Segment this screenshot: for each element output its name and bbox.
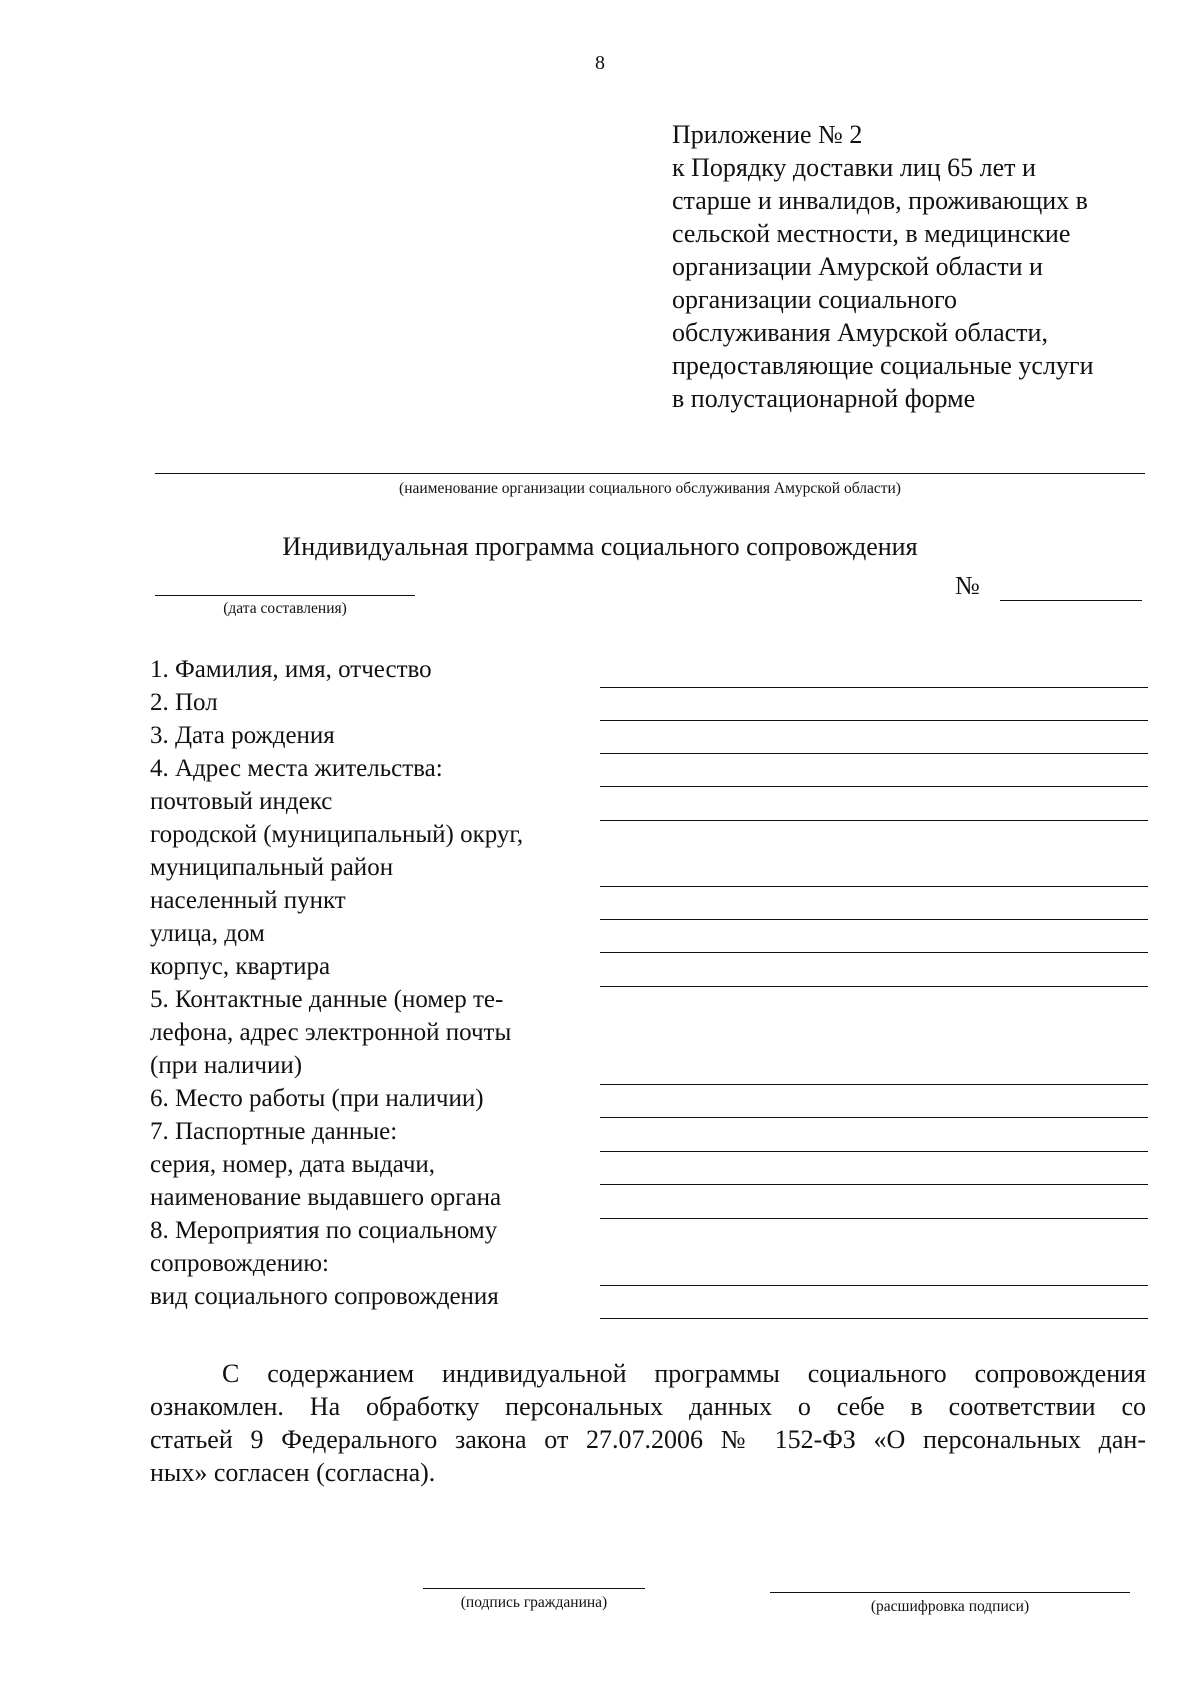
fill-in-line[interactable]	[600, 820, 1148, 821]
appendix-line: Приложение № 2	[672, 120, 863, 149]
fill-in-line[interactable]	[600, 919, 1148, 920]
fill-in-line[interactable]	[600, 1285, 1148, 1286]
field-label: 5. Контактные данные (номер те-	[150, 986, 504, 1013]
org-name-caption: (наименование организации социального обслуживания Амурской области)	[399, 480, 901, 497]
appendix-header	[672, 118, 1172, 415]
appendix-line: сельской местности, в медицинские	[672, 219, 1071, 248]
field-label: населенный пункт	[150, 887, 346, 914]
field-label: 8. Мероприятия по социальному	[150, 1217, 498, 1244]
consent-line: статьей 9 Федерального закона от 27.07.2006 № 152-ФЗ «О персональных дан-	[150, 1425, 1146, 1454]
consent-paragraph	[150, 1357, 1146, 1489]
consent-line: ных» согласен (согласна).	[150, 1458, 436, 1487]
field-label: 6. Место работы (при наличии)	[150, 1085, 484, 1112]
document-title: Индивидуальная программа социального сопровождения	[282, 532, 918, 561]
field-label: корпус, квартира	[150, 953, 331, 980]
appendix-line: предоставляющие социальные услуги	[672, 351, 1094, 380]
field-label: 1. Фамилия, имя, отчество	[150, 656, 432, 683]
signature-caption: (подпись гражданина)	[460, 1594, 608, 1611]
fill-in-line[interactable]	[600, 1218, 1148, 1219]
appendix-line: организации социального	[672, 285, 957, 314]
fill-in-line[interactable]	[600, 1151, 1148, 1152]
fill-in-line[interactable]	[600, 1084, 1148, 1085]
appendix-line: организации Амурской области и	[672, 252, 1043, 281]
field-label: городской (муниципальный) округ,	[150, 821, 524, 848]
field-label: улица, дом	[150, 920, 265, 947]
fill-in-line[interactable]	[600, 986, 1148, 987]
appendix-line: обслуживания Амурской области,	[672, 318, 1048, 347]
fill-in-line[interactable]	[600, 886, 1148, 887]
page-number: 8	[595, 52, 605, 74]
date-line	[155, 595, 415, 596]
field-label: серия, номер, дата выдачи,	[150, 1151, 436, 1178]
field-label: 7. Паспортные данные:	[150, 1118, 398, 1145]
field-label: муниципальный район	[150, 854, 394, 881]
program-number-label: №	[955, 571, 980, 600]
field-label: (при наличии)	[150, 1052, 303, 1079]
org-name-line	[155, 473, 1145, 474]
field-label: сопровождению:	[150, 1250, 329, 1277]
appendix-line: в полустационарной форме	[672, 384, 976, 413]
signature-decode-caption: (расшифровка подписи)	[870, 1598, 1030, 1615]
consent-line: ознакомлен. На обработку персональных данных о себе в соответствии со	[150, 1392, 1146, 1421]
appendix-line: к Порядку доставки лиц 65 лет и	[672, 153, 1036, 182]
field-label: 4. Адрес места жительства:	[150, 755, 443, 782]
fill-in-line[interactable]	[600, 1318, 1148, 1319]
program-number-line	[1000, 600, 1142, 601]
appendix-line: старше и инвалидов, проживающих в	[672, 186, 1088, 215]
field-label: лефона, адрес электронной почты	[150, 1019, 512, 1046]
fill-in-line[interactable]	[600, 786, 1148, 787]
field-label: почтовый индекс	[150, 788, 333, 815]
fill-in-line[interactable]	[600, 952, 1148, 953]
field-label: 3. Дата рождения	[150, 722, 335, 749]
fill-in-line[interactable]	[600, 1184, 1148, 1185]
field-label: вид социального сопровождения	[150, 1283, 499, 1310]
fill-in-line[interactable]	[600, 1117, 1148, 1118]
consent-line: С содержанием индивидуальной программы социального сопровождения	[222, 1359, 1146, 1388]
signature-decode-line[interactable]	[770, 1592, 1130, 1593]
fill-in-line[interactable]	[600, 687, 1148, 688]
fill-in-line[interactable]	[600, 720, 1148, 721]
field-label: 2. Пол	[150, 689, 218, 716]
fill-in-line[interactable]	[600, 753, 1148, 754]
signature-line[interactable]	[423, 1588, 645, 1589]
date-caption: (дата составления)	[223, 600, 347, 617]
field-label: наименование выдавшего органа	[150, 1184, 502, 1211]
